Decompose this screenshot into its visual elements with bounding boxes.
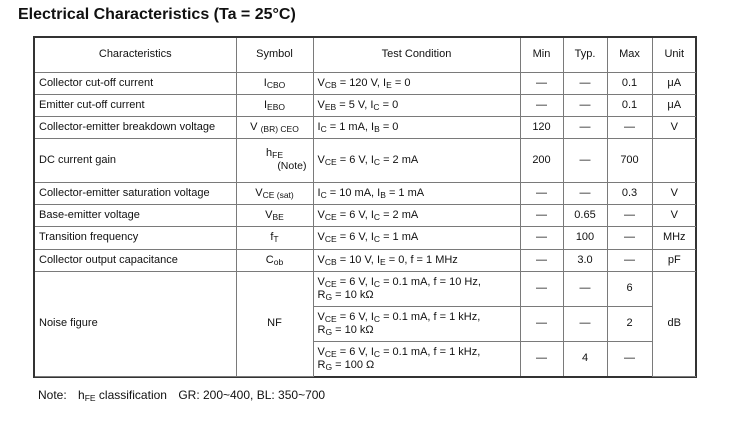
row-condition: $I_C = 1$ mA, $I_B = 0$ <box>313 116 520 138</box>
row-min: 200 <box>520 138 563 182</box>
row-min: — <box>520 226 563 249</box>
table-row <box>35 226 696 249</box>
row-condition: $V_{CE} = 6$ V, $I_C = 0.1$ mA, f = 1 kHz, $R_G = 10$ kΩ <box>313 306 520 341</box>
row-typ: — <box>563 271 607 306</box>
header-unit: Unit <box>652 38 696 72</box>
row-unit <box>652 138 696 182</box>
row-unit: V <box>652 182 696 204</box>
header-characteristics: Characteristics <box>35 38 236 72</box>
row-max: 0.1 <box>607 72 652 94</box>
table-row <box>35 249 696 271</box>
row-max: 700 <box>607 138 652 182</box>
row-typ: — <box>563 94 607 116</box>
row-condition: $V_{CB} = 10$ V, $I_E = 0$, f = 1 MHz <box>313 249 520 271</box>
page-title: Electrical Characteristics (Ta = 25°C) <box>18 6 296 23</box>
row-unit: V <box>652 204 696 226</box>
row-max: — <box>607 204 652 226</box>
note-symbol: $h_{FE}$ <box>78 388 96 403</box>
row-name: Transition frequency <box>35 226 236 249</box>
row-condition: $V_{EB} = 5$ V, $I_C = 0$ <box>313 94 520 116</box>
header-test-condition: Test Condition <box>313 38 520 72</box>
row-min: — <box>520 271 563 306</box>
row-min: — <box>520 249 563 271</box>
header-typ: Typ. <box>563 38 607 72</box>
header-symbol: Symbol <box>236 38 313 72</box>
row-symbol: $I_{CBO}$ <box>236 72 313 94</box>
row-typ: — <box>563 72 607 94</box>
row-symbol: $V_{BE}$ <box>236 204 313 226</box>
row-max: — <box>607 226 652 249</box>
row-max: 2 <box>607 306 652 341</box>
table-header-row <box>35 38 696 72</box>
row-symbol: NF <box>236 271 313 376</box>
row-typ: 100 <box>563 226 607 249</box>
row-unit: μA <box>652 94 696 116</box>
row-unit: μA <box>652 72 696 94</box>
table-row <box>35 204 696 226</box>
row-name: DC current gain <box>35 138 236 182</box>
row-symbol: $h_{FE}$ (Note) <box>236 138 313 182</box>
row-condition: $I_C = 10$ mA, $I_B = 1$ mA <box>313 182 520 204</box>
row-unit: dB <box>652 271 696 376</box>
row-max: 0.1 <box>607 94 652 116</box>
row-name: Emitter cut-off current <box>35 94 236 116</box>
row-condition: $V_{CE} = 6$ V, $I_C = 0.1$ mA, f = 10 Hz, $R_G = 10$ kΩ <box>313 271 520 306</box>
symbol-note-ref: (Note) <box>277 160 307 172</box>
row-max: — <box>607 341 652 376</box>
row-symbol: $C_{ob}$ <box>236 249 313 271</box>
row-max: 0.3 <box>607 182 652 204</box>
row-min: — <box>520 341 563 376</box>
row-typ: 0.65 <box>563 204 607 226</box>
row-condition: $V_{CE} = 6$ V, $I_C = 2$ mA <box>313 204 520 226</box>
row-min: — <box>520 306 563 341</box>
row-name: Collector output capacitance <box>35 249 236 271</box>
row-symbol: $f_T$ <box>236 226 313 249</box>
row-symbol: V $_{(BR) CEO}$ <box>236 116 313 138</box>
table-row <box>35 182 696 204</box>
row-typ: — <box>563 306 607 341</box>
row-symbol: $V_{CE (sat)}$ <box>236 182 313 204</box>
note-label: Note: <box>38 388 67 402</box>
row-min: — <box>520 72 563 94</box>
row-unit: MHz <box>652 226 696 249</box>
header-min: Min <box>520 38 563 72</box>
row-symbol: $I_{EBO}$ <box>236 94 313 116</box>
row-name: Collector-emitter saturation voltage <box>35 182 236 204</box>
row-name: Collector-emitter breakdown voltage <box>35 116 236 138</box>
row-typ: — <box>563 116 607 138</box>
row-typ: 3.0 <box>563 249 607 271</box>
table-row <box>35 72 696 94</box>
row-min: — <box>520 94 563 116</box>
row-min: — <box>520 182 563 204</box>
row-max: — <box>607 116 652 138</box>
row-min: — <box>520 204 563 226</box>
row-condition: $V_{CE} = 6$ V, $I_C = 0.1$ mA, f = 1 kHz, $R_G = 100$ Ω <box>313 341 520 376</box>
row-name: Base-emitter voltage <box>35 204 236 226</box>
characteristics-table-frame <box>33 36 697 378</box>
row-unit: pF <box>652 249 696 271</box>
table-row <box>35 138 696 182</box>
row-name: Collector cut-off current <box>35 72 236 94</box>
row-condition: $V_{CE} = 6$ V, $I_C = 2$ mA <box>313 138 520 182</box>
table-row <box>35 94 696 116</box>
row-condition: $V_{CB} = 120$ V, $I_E = 0$ <box>313 72 520 94</box>
table-row-noise-1 <box>35 271 696 306</box>
row-min: 120 <box>520 116 563 138</box>
row-max: — <box>607 249 652 271</box>
table-row <box>35 116 696 138</box>
row-condition: $V_{CE} = 6$ V, $I_C = 1$ mA <box>313 226 520 249</box>
row-typ: — <box>563 138 607 182</box>
row-unit: V <box>652 116 696 138</box>
row-name: Noise figure <box>35 271 236 376</box>
row-typ: 4 <box>563 341 607 376</box>
note-classes: GR: 200~400, BL: 350~700 <box>178 388 326 402</box>
header-max: Max <box>607 38 652 72</box>
row-max: 6 <box>607 271 652 306</box>
note-text: classification <box>95 388 167 402</box>
electrical-characteristics-table <box>35 38 696 377</box>
row-typ: — <box>563 182 607 204</box>
footnote <box>38 388 325 402</box>
